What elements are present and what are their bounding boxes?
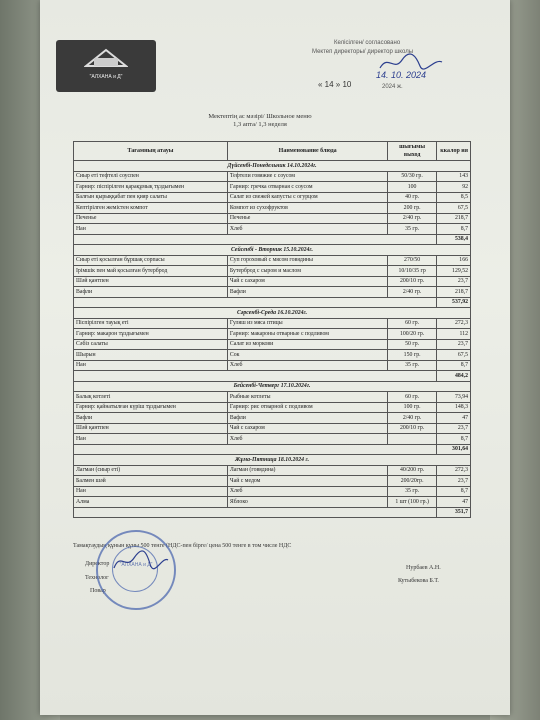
dish-name-kz: Балық котлеті	[74, 392, 228, 403]
dish-name-kz: Сәбіз салаты	[74, 339, 228, 350]
table-row	[74, 486, 471, 497]
dish-name-kz: Шәй қантпен	[74, 423, 228, 434]
portion-size: 100 гр.	[388, 402, 436, 413]
table-row	[74, 402, 471, 413]
table-row	[74, 318, 471, 329]
portion-size: 270/50	[388, 255, 436, 266]
total-spacer	[74, 297, 437, 308]
day-total-calories: 351,7	[436, 507, 470, 518]
table-row	[74, 213, 471, 224]
calories: 112	[436, 329, 470, 340]
calories: 92	[436, 182, 470, 193]
dish-name-ru: Лагман (говядина)	[227, 465, 388, 476]
dish-name-ru: Печенье	[227, 213, 388, 224]
portion-size: 200/10 гр.	[388, 423, 436, 434]
portion-size: 35 гр.	[388, 486, 436, 497]
total-spacer	[74, 371, 437, 382]
calories: 272,3	[436, 318, 470, 329]
table-row	[74, 339, 471, 350]
dish-name-ru: Чай с сахаром	[227, 276, 388, 287]
portion-size: 1 шт (100 гр.)	[388, 497, 436, 508]
day-header-row	[74, 381, 471, 392]
table-row	[74, 287, 471, 298]
company-logo	[56, 40, 156, 92]
dish-name-ru: Яблоко	[227, 497, 388, 508]
table-row	[74, 192, 471, 203]
portion-size: 100/20 гр.	[388, 329, 436, 340]
day-title: Жұма-Пятница 18.10.2024 г.	[74, 455, 471, 466]
table-row	[74, 266, 471, 277]
portion-size: 10/10/35 гр	[388, 266, 436, 277]
dish-name-kz: Ірімшік пен май қосылған бутерброд	[74, 266, 228, 277]
day-total-calories: 537,92	[436, 297, 470, 308]
day-total-row	[74, 234, 471, 245]
dish-name-ru: Компот из сухофруктов	[227, 203, 388, 214]
day-total-row	[74, 507, 471, 518]
dish-name-kz: Гарнир: қайнатылған күріш тұздығымен	[74, 402, 228, 413]
table-row	[74, 476, 471, 487]
dish-name-kz: Шырын	[74, 350, 228, 361]
technologist-label: Технолог	[85, 575, 109, 581]
day-header-row	[74, 455, 471, 466]
calories: 8,7	[436, 434, 470, 445]
portion-size: 200 гр.	[388, 203, 436, 214]
day-title: Дүйсенбі-Понедельник 14.10.2024г.	[74, 161, 471, 172]
calories: 218,7	[436, 213, 470, 224]
approval-agreed-label: Келісілген/ согласовано	[334, 40, 401, 46]
day-header-row	[74, 161, 471, 172]
table-row	[74, 255, 471, 266]
dish-name-kz: Нан	[74, 360, 228, 371]
day-total-row	[74, 297, 471, 308]
dish-name-ru: Бутерброд с сыром и маслом	[227, 266, 388, 277]
day-title: Сәрсенбі-Среда 16.10.2024г.	[74, 308, 471, 319]
logo-house-icon	[84, 48, 128, 68]
dish-name-kz: Печенье	[74, 213, 228, 224]
calories: 8,7	[436, 486, 470, 497]
total-spacer	[74, 507, 437, 518]
director-stamp-signature	[110, 548, 170, 574]
calories: 67,5	[436, 350, 470, 361]
calories: 8,5	[436, 192, 470, 203]
calories: 218,7	[436, 287, 470, 298]
calories: 148,3	[436, 402, 470, 413]
portion-size: 2/40 гр.	[388, 413, 436, 424]
dish-name-ru: Тефтели говяжие с соусом	[227, 171, 388, 182]
table-row	[74, 413, 471, 424]
calories: 166	[436, 255, 470, 266]
calories: 23,7	[436, 423, 470, 434]
dish-name-kz: Гарнир: макарон тұздығымен	[74, 329, 228, 340]
dish-name-ru: Гуляш из мяса птицы	[227, 318, 388, 329]
portion-size: 60 гр.	[388, 392, 436, 403]
dish-name-ru: Вафли	[227, 413, 388, 424]
menu-title	[150, 113, 370, 129]
menu-title-line2: 1,3 апта/ 1,3 неделя	[233, 121, 287, 128]
header-calories: ккалор ия	[436, 142, 470, 161]
day-header-row	[74, 308, 471, 319]
menu-table	[73, 141, 471, 518]
table-row	[74, 182, 471, 193]
dish-name-kz: Нан	[74, 224, 228, 235]
table-row	[74, 360, 471, 371]
dish-name-ru: Чай с сахаром	[227, 423, 388, 434]
portion-size: 40 гр.	[388, 192, 436, 203]
dish-name-ru: Салат из свежей капусты с огурцом	[227, 192, 388, 203]
total-spacer	[74, 234, 437, 245]
portion-size: 35 гр.	[388, 224, 436, 235]
calories: 143	[436, 171, 470, 182]
dish-name-ru: Гарнир: рис отварной с подливом	[227, 402, 388, 413]
dish-name-ru: Гарнир: гречка отварная с соусом	[227, 182, 388, 193]
day-total-calories: 538,4	[436, 234, 470, 245]
portion-size	[388, 434, 436, 445]
dish-name-ru: Рыбные котлеты	[227, 392, 388, 403]
portion-size: 50 гр.	[388, 339, 436, 350]
calories: 23,7	[436, 476, 470, 487]
table-row	[74, 497, 471, 508]
portion-size: 100	[388, 182, 436, 193]
calories: 129,52	[436, 266, 470, 277]
day-total-calories: 301,64	[436, 444, 470, 455]
calories: 47	[436, 413, 470, 424]
day-total-calories: 484,2	[436, 371, 470, 382]
table-row	[74, 203, 471, 214]
table-row	[74, 434, 471, 445]
dish-name-kz: Вафли	[74, 287, 228, 298]
dish-name-kz: Кептірілген жемістен компот	[74, 203, 228, 214]
table-row	[74, 224, 471, 235]
dish-name-kz: Нан	[74, 434, 228, 445]
logo-text: "АЛХАНА и Д"	[89, 74, 123, 80]
header-portion: шығымы выход	[388, 142, 436, 161]
day-title: Бейсенбі-Четверг 17.10.2024г.	[74, 381, 471, 392]
table-row	[74, 392, 471, 403]
technologist-name: Кутыбекова Б.Т.	[398, 578, 439, 584]
approval-director-label: Мектеп директоры/ директор школы	[312, 49, 414, 55]
portion-size: 200/20гр.	[388, 476, 436, 487]
dish-name-ru: Гарнир: макароны отварные с подливом	[227, 329, 388, 340]
approval-handwritten-date: 14. 10. 2024	[376, 70, 427, 80]
dish-name-ru: Хлеб	[227, 486, 388, 497]
portion-size: 2/40 гр.	[388, 213, 436, 224]
dish-name-kz: Сиыр еті тефтелі соуспен	[74, 171, 228, 182]
cook-label: Повар	[90, 588, 106, 594]
price-note: Тамақтаудың құнын құны 500 тенге (НДС-пен бірге/ цена 500 тенге в том числе НДС	[73, 543, 292, 549]
table-row	[74, 465, 471, 476]
dish-name-kz: Вафли	[74, 413, 228, 424]
dish-name-kz: Алма	[74, 497, 228, 508]
portion-size: 200/10 гр.	[388, 276, 436, 287]
dish-name-kz: Балғын қырыққабат пен қияр салаты	[74, 192, 228, 203]
calories: 8,7	[436, 360, 470, 371]
dish-name-ru: Салат из моркови	[227, 339, 388, 350]
dish-name-kz: Гарнир: піспірілген қарақұмық тұздығымен	[74, 182, 228, 193]
calories: 272,3	[436, 465, 470, 476]
dish-name-ru: Хлеб	[227, 434, 388, 445]
table-row	[74, 276, 471, 287]
dish-name-kz: Шәй қантпен	[74, 276, 228, 287]
director-name: Нурбаев А.Н.	[406, 565, 441, 571]
portion-size: 2/40 гр.	[388, 287, 436, 298]
portion-size: 60 гр.	[388, 318, 436, 329]
dish-name-kz: Піспірілген тауық еті	[74, 318, 228, 329]
portion-size: 50/30 гр.	[388, 171, 436, 182]
calories: 67,5	[436, 203, 470, 214]
approval-date-day-month: « 14 » 10	[318, 80, 352, 89]
header-dish-ru: Наименование блюда	[227, 142, 388, 161]
portion-size: 35 гр.	[388, 360, 436, 371]
portion-size: 150 гр.	[388, 350, 436, 361]
day-title: Сейсенбі - Вторник 15.10.2024г.	[74, 245, 471, 256]
dish-name-kz: Балмен шәй	[74, 476, 228, 487]
stamp-text: "АЛХАНА и Д"	[119, 562, 153, 568]
dish-name-ru: Суп гороховый с мясом говядины	[227, 255, 388, 266]
approval-year: 2024 ж.	[382, 84, 403, 90]
dish-name-kz: Сиыр еті қосылған бұршақ сорпасы	[74, 255, 228, 266]
dish-name-ru: Сок	[227, 350, 388, 361]
calories: 73,94	[436, 392, 470, 403]
calories: 23,7	[436, 339, 470, 350]
table-row	[74, 171, 471, 182]
dish-name-kz: Нан	[74, 486, 228, 497]
calories: 23,7	[436, 276, 470, 287]
director-label: Директор	[85, 561, 110, 567]
day-total-row	[74, 444, 471, 455]
total-spacer	[74, 444, 437, 455]
day-total-row	[74, 371, 471, 382]
menu-table-header	[74, 142, 471, 161]
dish-name-kz: Лагман (сиыр еті)	[74, 465, 228, 476]
header-dish-kz: Тағамның атауы	[74, 142, 228, 161]
calories: 8,7	[436, 224, 470, 235]
day-header-row	[74, 245, 471, 256]
dish-name-ru: Хлеб	[227, 360, 388, 371]
dish-name-ru: Хлеб	[227, 224, 388, 235]
dish-name-ru: Чай с медом	[227, 476, 388, 487]
table-row	[74, 329, 471, 340]
table-row	[74, 423, 471, 434]
menu-title-line1: Мектептің ас мәзірі/ Школьное меню	[208, 113, 312, 120]
portion-size: 40/200 гр.	[388, 465, 436, 476]
dish-name-ru: Вафли	[227, 287, 388, 298]
table-row	[74, 350, 471, 361]
calories: 47	[436, 497, 470, 508]
